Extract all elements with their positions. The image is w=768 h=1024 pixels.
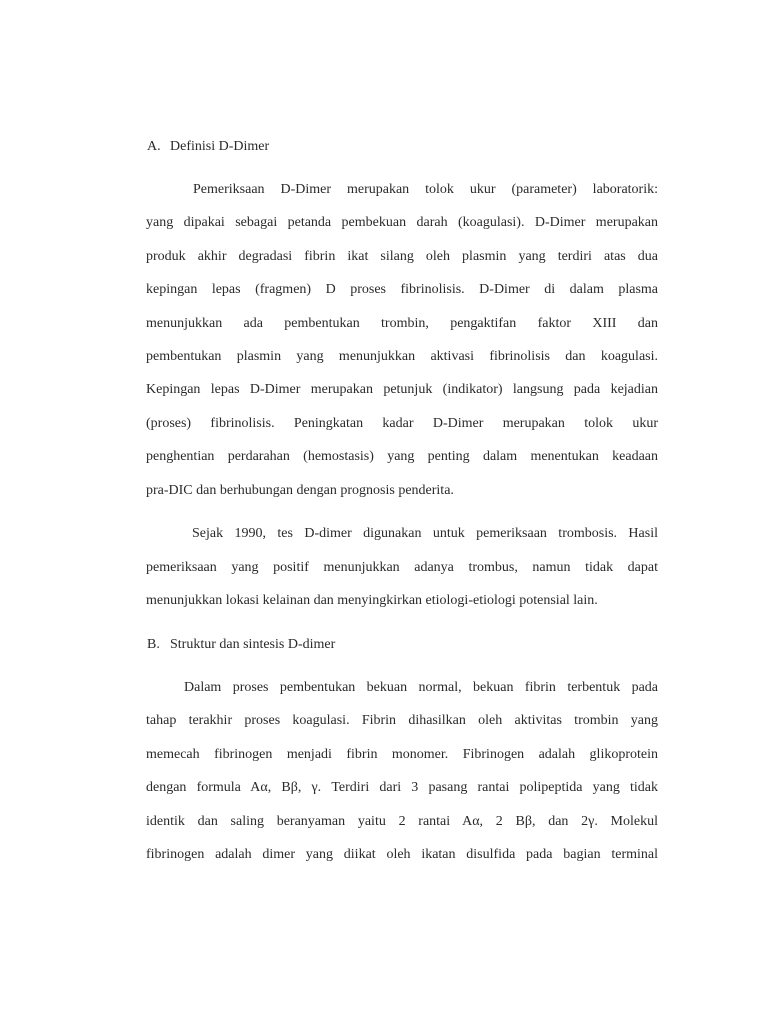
section-a-heading	[147, 138, 269, 156]
para1-line-2: yang dipakai sebagai petanda pembekuan darah (koagulasi). D-Dimer merupakan	[146, 215, 658, 230]
para2-line-2: pemeriksaan yang positif menunjukkan adanya trombus, namun tidak dapat	[146, 560, 658, 575]
section-b-heading	[147, 636, 335, 654]
para3-line-6: fibrinogen adalah dimer yang diikat oleh ikatan disulfida pada bagian terminal	[146, 847, 658, 862]
para1-line-7: Kepingan lepas D-Dimer merupakan petunjuk (indikator) langsung pada kejadian	[146, 382, 658, 397]
para1-line-10: pra-DIC dan berhubungan dengan prognosis penderita.	[146, 483, 454, 498]
para3-line-4: dengan formula Aα, Bβ, γ. Terdiri dari 3 pasang rantai polipeptida yang tidak	[146, 780, 658, 795]
para3-line-3: memecah fibrinogen menjadi fibrin monomer. Fibrinogen adalah glikoprotein	[146, 747, 658, 762]
para3-line-2: tahap terakhir proses koagulasi. Fibrin dihasilkan oleh aktivitas trombin yang	[146, 713, 658, 728]
para1-line-8: (proses) fibrinolisis. Peningkatan kadar D-Dimer merupakan tolok ukur	[146, 416, 658, 431]
para1-line-4: kepingan lepas (fragmen) D proses fibrinolisis. D-Dimer di dalam plasma	[146, 282, 658, 297]
para3-line-1: Dalam proses pembentukan bekuan normal, bekuan fibrin terbentuk pada	[184, 680, 658, 695]
para2-line-1: Sejak 1990, tes D-dimer digunakan untuk pemeriksaan trombosis. Hasil	[192, 526, 658, 541]
section-a-title: Definisi D-Dimer	[170, 139, 270, 154]
para1-line-1: Pemeriksaan D-Dimer merupakan tolok ukur (parameter) laboratorik:	[193, 182, 658, 197]
section-b-title: Struktur dan sintesis D-dimer	[170, 637, 336, 652]
section-b-letter: B.	[147, 637, 160, 652]
para1-line-9: penghentian perdarahan (hemostasis) yang penting dalam menentukan keadaan	[146, 449, 658, 464]
para1-line-5: menunjukkan ada pembentukan trombin, pengaktifan faktor XIII dan	[146, 316, 658, 331]
para2-line-3: menunjukkan lokasi kelainan dan menyingkirkan etiologi-etiologi potensial lain.	[146, 593, 598, 608]
para1-line-3: produk akhir degradasi fibrin ikat silang oleh plasmin yang terdiri atas dua	[146, 249, 658, 264]
section-a-letter: A.	[147, 139, 161, 154]
para3-line-5: identik dan saling beranyaman yaitu 2 rantai Aα, 2 Bβ, dan 2γ. Molekul	[146, 814, 658, 829]
para1-line-6: pembentukan plasmin yang menunjukkan aktivasi fibrinolisis dan koagulasi.	[146, 349, 658, 364]
